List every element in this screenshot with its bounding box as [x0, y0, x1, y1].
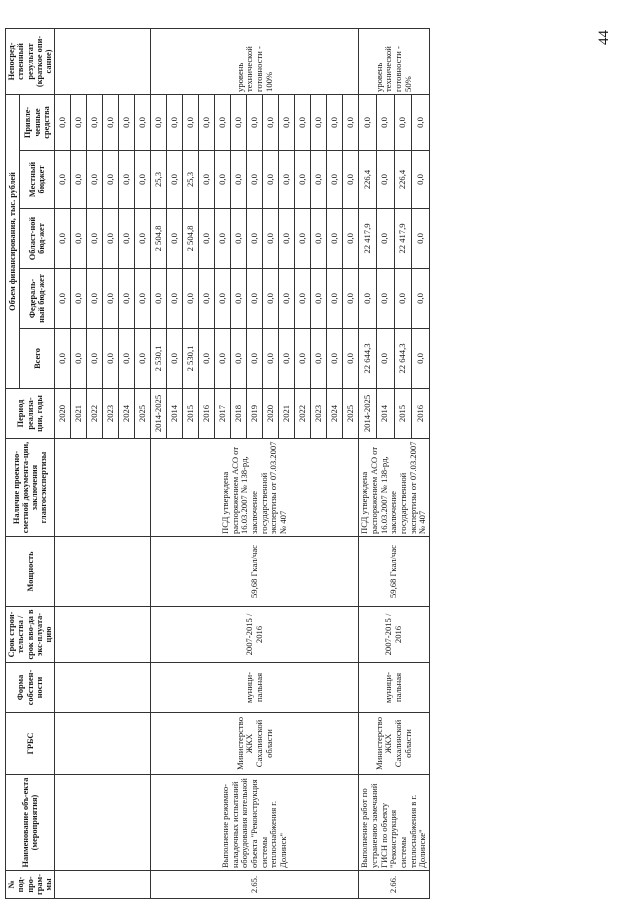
cell-other: 0,0	[103, 94, 119, 150]
cell-obl: 0,0	[119, 209, 135, 269]
cell-other: 0,0	[359, 94, 377, 150]
cell-local: 0,0	[231, 151, 247, 209]
table-body	[55, 28, 429, 898]
cell-total: 0,0	[167, 329, 183, 389]
funding-table	[5, 28, 430, 899]
cell-obl: 22 417,9	[394, 209, 412, 269]
header-other: Привле-ченные средства	[20, 94, 55, 150]
project-grbs: Министерство ЖКХ Сахалинской области	[359, 713, 429, 775]
empty-cell	[55, 713, 151, 775]
cell-period: 2021	[71, 389, 87, 439]
cell-total: 2 530,1	[151, 329, 167, 389]
cell-period: 2014	[377, 389, 395, 439]
cell-period: 2015	[394, 389, 412, 439]
cell-other: 0,0	[151, 94, 167, 150]
cell-period: 2020	[55, 389, 71, 439]
cell-obl: 0,0	[199, 209, 215, 269]
cell-period: 2015	[183, 389, 199, 439]
cell-total: 0,0	[135, 329, 151, 389]
cell-obl: 0,0	[231, 209, 247, 269]
cell-fed: 0,0	[377, 269, 395, 329]
cell-fed: 0,0	[311, 269, 327, 329]
cell-local: 0,0	[247, 151, 263, 209]
cell-period: 2019	[247, 389, 263, 439]
header-psd: Наличие проектно-сметной документа-ции, заключения главгосэкспертизы	[6, 439, 55, 537]
cell-local: 25,3	[183, 151, 199, 209]
cell-local: 0,0	[377, 151, 395, 209]
cell-period: 2022	[295, 389, 311, 439]
cell-total: 0,0	[412, 329, 430, 389]
project-grbs: Министерство ЖКХ Сахалинской области	[151, 713, 359, 775]
page-number: 44	[596, 30, 612, 45]
project-name: Выполнение работ по устранению замечаний ГИСН по объекту "Реконструкция системы теплоснабжения в г. Долинске"	[359, 775, 429, 871]
cell-total: 2 530,1	[183, 329, 199, 389]
cell-period: 2021	[279, 389, 295, 439]
cell-period: 2023	[103, 389, 119, 439]
cell-local: 226,4	[359, 151, 377, 209]
cell-fed: 0,0	[215, 269, 231, 329]
cell-obl: 0,0	[327, 209, 343, 269]
cell-period: 2014-2025	[151, 389, 167, 439]
cell-obl: 0,0	[55, 209, 71, 269]
cell-local: 0,0	[295, 151, 311, 209]
header-total: Всего	[20, 329, 55, 389]
cell-obl: 0,0	[103, 209, 119, 269]
header-form: Форма собствен-ности	[6, 663, 55, 713]
empty-cell	[55, 439, 151, 537]
cell-period: 2024	[327, 389, 343, 439]
cell-other: 0,0	[199, 94, 215, 150]
cell-local: 0,0	[119, 151, 135, 209]
project-power: 59,68 Гкал/час	[359, 537, 429, 607]
cell-fed: 0,0	[327, 269, 343, 329]
cell-local: 0,0	[412, 151, 430, 209]
cell-other: 0,0	[327, 94, 343, 150]
cell-fed: 0,0	[71, 269, 87, 329]
header-fed: Федераль-ный бюд-жет	[20, 269, 55, 329]
cell-total: 0,0	[87, 329, 103, 389]
cell-total: 0,0	[327, 329, 343, 389]
cell-other: 0,0	[167, 94, 183, 150]
header-term: Срок строи-тельства / срок вво-да в экс-плуата-цию	[6, 607, 55, 663]
cell-total: 0,0	[343, 329, 359, 389]
cell-other: 0,0	[71, 94, 87, 150]
cell-obl: 0,0	[215, 209, 231, 269]
cell-fed: 0,0	[359, 269, 377, 329]
cell-total: 0,0	[279, 329, 295, 389]
cell-fed: 0,0	[167, 269, 183, 329]
cell-local: 0,0	[343, 151, 359, 209]
cell-obl: 0,0	[377, 209, 395, 269]
cell-total: 0,0	[55, 329, 71, 389]
cell-other: 0,0	[215, 94, 231, 150]
header-name: Наименование объ-екта (мероприятия)	[6, 775, 55, 871]
cell-fed: 0,0	[231, 269, 247, 329]
header-num: № под-про-грам-мы	[6, 871, 55, 899]
project-psd: ПСД утверждена распоряжением АСО от 16.03.2007 № 138-рд, заключение государственной экспертизы от 07.03.2007 № 407	[359, 439, 429, 537]
project-ownership: муници-пальная	[151, 663, 359, 713]
cell-obl: 0,0	[295, 209, 311, 269]
cell-local: 0,0	[87, 151, 103, 209]
cell-other: 0,0	[377, 94, 395, 150]
cell-obl: 2 504,8	[151, 209, 167, 269]
project-result: уровень технической готовности - 100%	[151, 28, 359, 94]
cell-fed: 0,0	[343, 269, 359, 329]
empty-cell	[55, 775, 151, 871]
cell-obl: 0,0	[311, 209, 327, 269]
cell-local: 0,0	[263, 151, 279, 209]
cell-period: 2014	[167, 389, 183, 439]
cell-local: 226,4	[394, 151, 412, 209]
cell-obl: 0,0	[167, 209, 183, 269]
cell-obl: 0,0	[263, 209, 279, 269]
cell-local: 0,0	[55, 151, 71, 209]
cell-fed: 0,0	[119, 269, 135, 329]
table-row	[55, 28, 71, 898]
header-power: Мощность	[6, 537, 55, 607]
project-name: Выполнение режимно-наладочных испытаний оборудования котельной объекта "Реконструкция системы теплоснабжения г. Долинск"	[151, 775, 359, 871]
header-obl: Област-ной бюд-жет	[20, 209, 55, 269]
cell-obl: 0,0	[343, 209, 359, 269]
cell-obl: 0,0	[247, 209, 263, 269]
cell-local: 25,3	[151, 151, 167, 209]
header-grbs: ГРБС	[6, 713, 55, 775]
cell-obl: 0,0	[279, 209, 295, 269]
cell-other: 0,0	[135, 94, 151, 150]
cell-period: 2020	[263, 389, 279, 439]
cell-local: 0,0	[167, 151, 183, 209]
project-number: 2.65.	[151, 871, 359, 899]
cell-other: 0,0	[119, 94, 135, 150]
cell-other: 0,0	[279, 94, 295, 150]
cell-local: 0,0	[279, 151, 295, 209]
cell-other: 0,0	[183, 94, 199, 150]
cell-fed: 0,0	[55, 269, 71, 329]
cell-period: 2016	[412, 389, 430, 439]
empty-cell	[55, 28, 151, 94]
cell-total: 0,0	[247, 329, 263, 389]
empty-cell	[55, 663, 151, 713]
cell-total: 0,0	[311, 329, 327, 389]
cell-fed: 0,0	[295, 269, 311, 329]
header-period: Период реализа-ции, годы	[6, 389, 55, 439]
cell-fed: 0,0	[412, 269, 430, 329]
cell-fed: 0,0	[135, 269, 151, 329]
cell-local: 0,0	[311, 151, 327, 209]
cell-fed: 0,0	[279, 269, 295, 329]
cell-period: 2022	[87, 389, 103, 439]
cell-other: 0,0	[311, 94, 327, 150]
cell-obl: 22 417,9	[359, 209, 377, 269]
cell-fed: 0,0	[199, 269, 215, 329]
cell-obl: 0,0	[87, 209, 103, 269]
cell-period: 2017	[215, 389, 231, 439]
project-number: 2.66.	[359, 871, 429, 899]
cell-local: 0,0	[103, 151, 119, 209]
cell-obl: 0,0	[412, 209, 430, 269]
cell-fed: 0,0	[394, 269, 412, 329]
cell-total: 0,0	[215, 329, 231, 389]
table-row	[151, 28, 167, 898]
cell-total: 0,0	[71, 329, 87, 389]
project-power: 59,68 Гкал/час	[151, 537, 359, 607]
project-psd: ПСД утверждена распоряжением АСО от 16.03.2007 № 138-рд, заключение государственной экспертизы от 07.03.2007 № 407	[151, 439, 359, 537]
cell-other: 0,0	[343, 94, 359, 150]
cell-other: 0,0	[412, 94, 430, 150]
cell-total: 0,0	[119, 329, 135, 389]
cell-other: 0,0	[263, 94, 279, 150]
cell-period: 2025	[135, 389, 151, 439]
cell-total: 22 644,3	[359, 329, 377, 389]
header-funding: Объем финансирования, тыс. рублей	[6, 94, 20, 388]
cell-local: 0,0	[327, 151, 343, 209]
project-term: 2007-2015 / 2016	[151, 607, 359, 663]
cell-period: 2023	[311, 389, 327, 439]
cell-period: 2025	[343, 389, 359, 439]
project-ownership: муници-пальная	[359, 663, 429, 713]
cell-total: 0,0	[231, 329, 247, 389]
cell-total: 0,0	[103, 329, 119, 389]
cell-other: 0,0	[55, 94, 71, 150]
cell-other: 0,0	[87, 94, 103, 150]
cell-local: 0,0	[71, 151, 87, 209]
cell-fed: 0,0	[263, 269, 279, 329]
cell-fed: 0,0	[87, 269, 103, 329]
cell-local: 0,0	[135, 151, 151, 209]
cell-total: 0,0	[199, 329, 215, 389]
cell-fed: 0,0	[247, 269, 263, 329]
cell-total: 0,0	[263, 329, 279, 389]
empty-cell	[55, 607, 151, 663]
header-local: Местный бюджет	[20, 151, 55, 209]
project-term: 2007-2015 / 2016	[359, 607, 429, 663]
cell-other: 0,0	[247, 94, 263, 150]
cell-fed: 0,0	[103, 269, 119, 329]
cell-period: 2024	[119, 389, 135, 439]
cell-period: 2014-2025	[359, 389, 377, 439]
empty-cell	[55, 871, 151, 899]
cell-fed: 0,0	[183, 269, 199, 329]
header-result: Непосред-ственный результат (краткое опи-сание)	[6, 28, 55, 94]
cell-obl: 2 504,8	[183, 209, 199, 269]
cell-total: 22 644,3	[394, 329, 412, 389]
cell-fed: 0,0	[151, 269, 167, 329]
project-result: уровень технической готовности - 50%	[359, 28, 429, 94]
cell-other: 0,0	[231, 94, 247, 150]
cell-obl: 0,0	[135, 209, 151, 269]
empty-cell	[55, 537, 151, 607]
cell-period: 2016	[199, 389, 215, 439]
table-row	[359, 28, 377, 898]
cell-local: 0,0	[199, 151, 215, 209]
cell-other: 0,0	[295, 94, 311, 150]
cell-total: 0,0	[377, 329, 395, 389]
cell-obl: 0,0	[71, 209, 87, 269]
cell-local: 0,0	[215, 151, 231, 209]
cell-other: 0,0	[394, 94, 412, 150]
cell-period: 2018	[231, 389, 247, 439]
cell-total: 0,0	[295, 329, 311, 389]
